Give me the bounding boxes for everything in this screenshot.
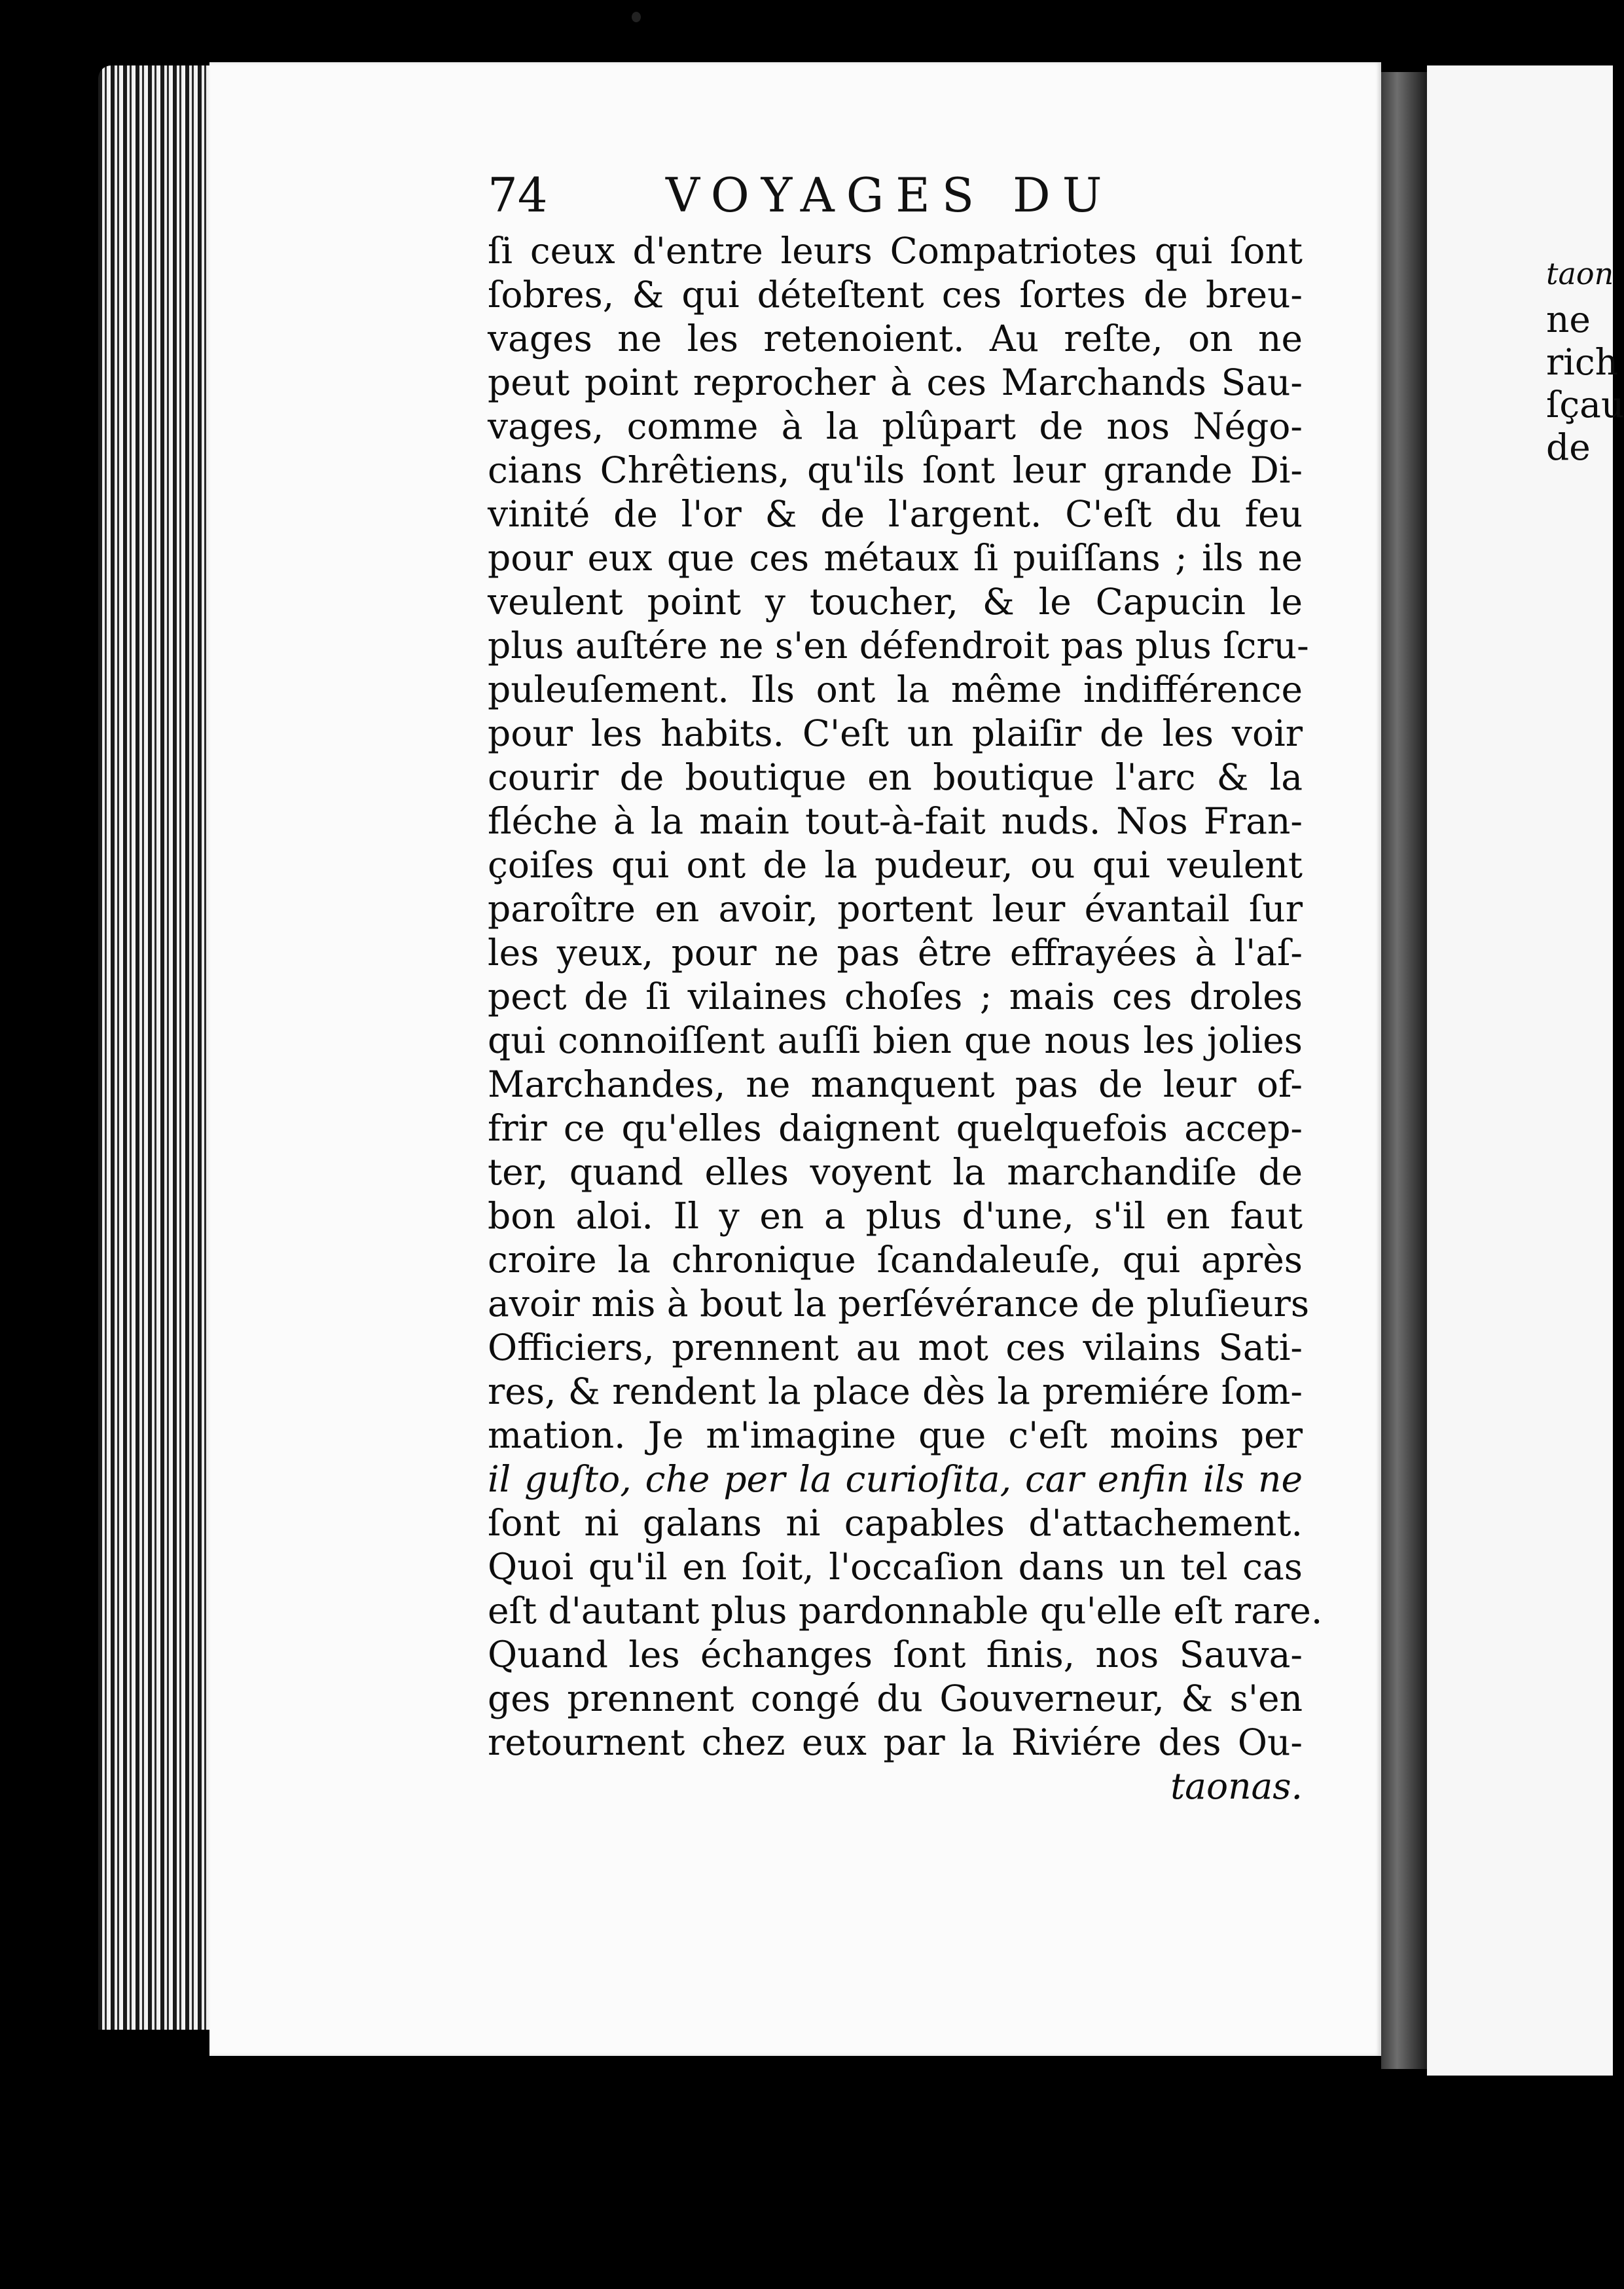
text-line: ſi ceux d'entre leurs Compatriotes qui ſont <box>488 230 1303 272</box>
catchword: taonas. <box>1170 1765 1303 1807</box>
body-text <box>488 229 1323 1808</box>
text-line: veulent point y toucher, & le Capucin le <box>488 581 1303 623</box>
text-line: Quand les échanges ſont finis, nos Sauva- <box>488 1634 1303 1676</box>
text-line: qui connoiſſent auſſi bien que nous les jolies <box>488 1019 1303 1061</box>
text-line: puleuſement. Ils ont la même indifférence <box>488 668 1303 710</box>
text-line: ſobres, & qui déteſtent ces ſortes de breu- <box>488 274 1303 316</box>
text-line: pour les habits. C'eſt un plaiſir de les voir <box>488 712 1303 754</box>
text-line: courir de boutique en boutique l'arc & la <box>488 756 1303 798</box>
text-line: res, & rendent la place dès la premiére ſom- <box>488 1370 1303 1412</box>
book-page-edges <box>98 65 213 2030</box>
facing-page-fragment: taon <box>1546 256 1614 291</box>
text-line: il guſto, che per la curioſita, car enfin ils ne <box>488 1458 1303 1500</box>
text-line: paroître en avoir, portent leur évantail ſur <box>488 888 1303 930</box>
running-head: VOYAGES DU <box>666 168 1114 223</box>
text-line: bon aloi. Il y en a plus d'une, s'il en faut <box>488 1195 1303 1237</box>
text-line: Officiers, prennent au mot ces vilains Sati- <box>488 1327 1303 1368</box>
text-line: avoir mis à bout la perſévérance de pluſieurs <box>488 1283 1310 1325</box>
text-line: les yeux, pour ne pas être effrayées à l'aſ- <box>488 932 1303 974</box>
text-line: Quoi qu'il en ſoit, l'occaſion dans un tel cas <box>488 1546 1303 1588</box>
text-line: cians Chrêtiens, qu'ils ſont leur grande Di- <box>488 449 1303 491</box>
text-line: croire la chronique ſcandaleuſe, qui après <box>488 1239 1303 1281</box>
book-gutter <box>1381 72 1427 2069</box>
page-number: 74 <box>488 168 548 223</box>
text-line: peut point reprocher à ces Marchands Sau- <box>488 361 1303 403</box>
text-line: Marchandes, ne manquent pas de leur of- <box>488 1063 1303 1105</box>
text-line: ter, quand elles voyent la marchandiſe de <box>488 1151 1303 1193</box>
ink-blot <box>632 12 641 22</box>
text-line: ſont ni galans ni capables d'attachement. <box>488 1502 1303 1544</box>
facing-page-fragment: ſçau <box>1546 384 1624 426</box>
text-line: vinité de l'or & de l'argent. C'eſt du feu <box>488 493 1303 535</box>
text-line: mation. Je m'imagine que c'eſt moins per <box>488 1414 1303 1456</box>
text-line: frir ce qu'elles daignent quelquefois accep- <box>488 1107 1303 1149</box>
text-line: ges prennent congé du Gouverneur, & s'en <box>488 1677 1303 1719</box>
text-line: eſt d'autant plus pardonnable qu'elle eſt rare. <box>488 1590 1323 1632</box>
text-line: fléche à la main tout-à-fait nuds. Nos Fran- <box>488 800 1303 842</box>
text-line: çoiſes qui ont de la pudeur, ou qui veulent <box>488 844 1303 886</box>
text-line: retournent chez eux par la Riviére des Ou- <box>488 1721 1303 1763</box>
text-line: pour eux que ces métaux ſi puiſſans ; ils ne <box>488 537 1303 579</box>
facing-page-fragment: ne <box>1546 299 1591 340</box>
facing-page-fragment: de <box>1546 426 1591 468</box>
text-line: plus auſtére ne s'en défendroit pas plus ſcru- <box>488 625 1309 667</box>
facing-page-fragment: rich <box>1546 341 1619 383</box>
text-line: vages ne les retenoient. Au reſte, on ne <box>488 318 1303 359</box>
text-line: vages, comme à la plûpart de nos Négo- <box>488 405 1303 447</box>
text-line: pect de ſi vilaines choſes ; mais ces droles <box>488 976 1303 1017</box>
